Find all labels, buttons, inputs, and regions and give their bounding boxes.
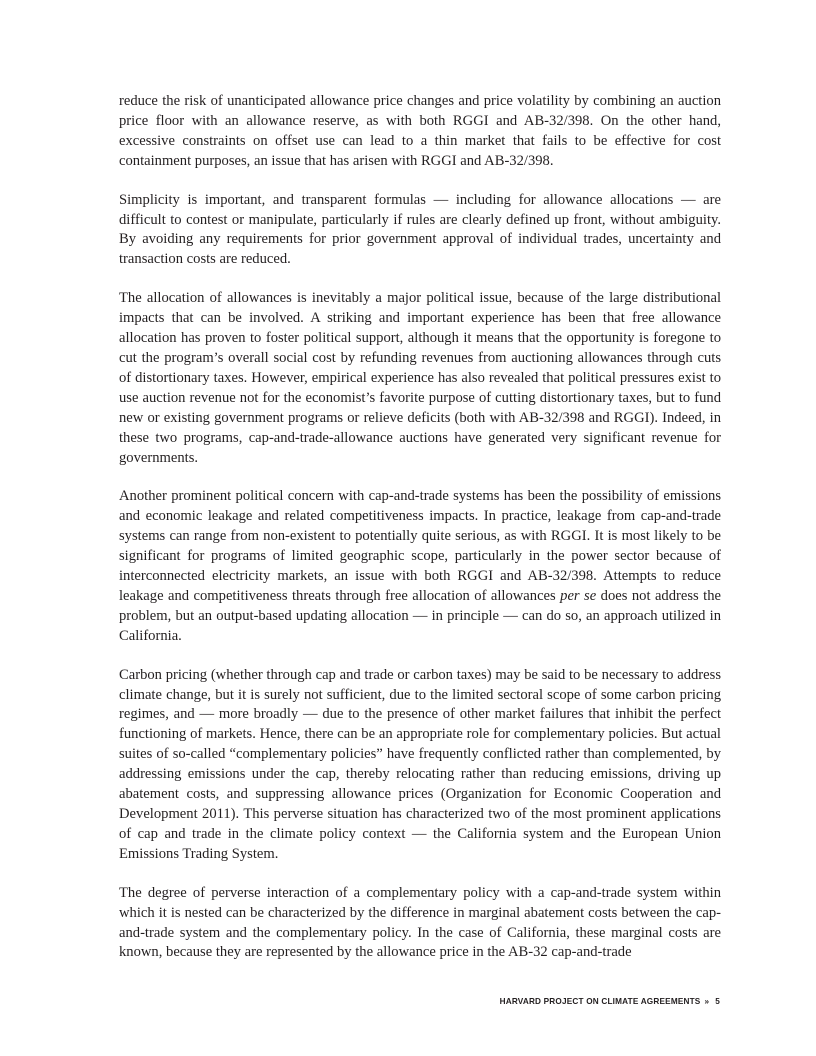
paragraph-6: The degree of perverse interaction of a complementary policy with a cap-and-trade system within which it is nested can be characterized by the difference in marginal abatement costs between the cap-and-trade system and the complementary policy. In the case of California, these marginal costs are known, because they are represented by the allowance price in the AB-32 cap-and-trade xyxy=(119,884,721,961)
paragraph-4-part-2: does not address the problem, but an output-based updating allocation — in principle — can do so, an approach utilized in California. xyxy=(119,587,721,644)
page-footer xyxy=(500,997,720,1006)
paragraph-1: reduce the risk of unanticipated allowance price changes and price volatility by combining an auction price floor with an allowance reserve, as with both RGGI and AB-32/398. On the other hand, excessive constraints on offset use can lead to a thin market that fails to be effective for cost containment purposes, an issue that has arisen with RGGI and AB-32/398. xyxy=(119,93,721,169)
page-number: 5 xyxy=(715,997,720,1006)
footer-separator: » xyxy=(704,997,710,1006)
paragraph-3: The allocation of allowances is inevitably a major political issue, because of the large distributional impacts that can be involved. A striking and important experience has been that free allowance allocation has proven to foster political support, although it means that the opportunity is foregone to cut the program’s overall social cost by refunding revenues from auctioning allowances through cuts of distortionary taxes. However, empirical experience has also revealed that political pressures exist to use auction revenue not for the economist’s favorite purpose of cutting distortionary taxes, but to fund new or existing government programs or relieve deficits (both with AB-32/398 and RGGI). Indeed, in these two programs, cap-and-trade-allowance auctions have generated very significant revenue for governments. xyxy=(119,290,721,466)
paragraph-2: Simplicity is important, and transparent formulas — including for allowance allocations — are difficult to contest or manipulate, particularly if rules are clearly defined up front, without ambiguity. By avoiding any requirements for prior government approval of individual trades, uncertainty and transaction costs are reduced. xyxy=(119,191,721,268)
body-text xyxy=(119,92,721,982)
paragraph-4 xyxy=(119,487,721,646)
footer-title: HARVARD PROJECT ON CLIMATE AGREEMENTS xyxy=(499,997,701,1006)
paragraph-4-part-1: Another prominent political concern with cap-and-trade systems has been the possibility of emissions and economic leakage and related competitiveness impacts. In practice, leakage from cap-and-trade systems can range from non-existent to potentially quite serious, as with RGGI. It is most likely to be significant for programs of limited geographic scope, particularly in the power sector because of interconnected electricity markets, an issue with both RGGI and AB-32/398. Attempts to reduce leakage and competitiveness threats through free allocation of allowances xyxy=(119,488,721,604)
paragraph-4-italic: per se xyxy=(560,587,597,604)
paragraph-5: Carbon pricing (whether through cap and trade or carbon taxes) may be said to be necessary to address climate change, but it is surely not sufficient, due to the limited sectoral scope of some carbon pricing regimes, and — more broadly — due to the presence of other market failures that inhibit the perfect functioning of markets. Hence, there can be an appropriate role for complementary policies. But actual suites of so-called “complementary policies” have frequently conflicted rather than complemented, by addressing emissions under the cap, thereby relocating rather than reducing emissions, driving up abatement costs, and suppressing allowance prices (Organization for Economic Cooperation and Development 2011). This perverse situation has characterized two of the most prominent applications of cap and trade in the climate policy context — the California system and the European Union Emissions Trading System. xyxy=(119,666,721,862)
